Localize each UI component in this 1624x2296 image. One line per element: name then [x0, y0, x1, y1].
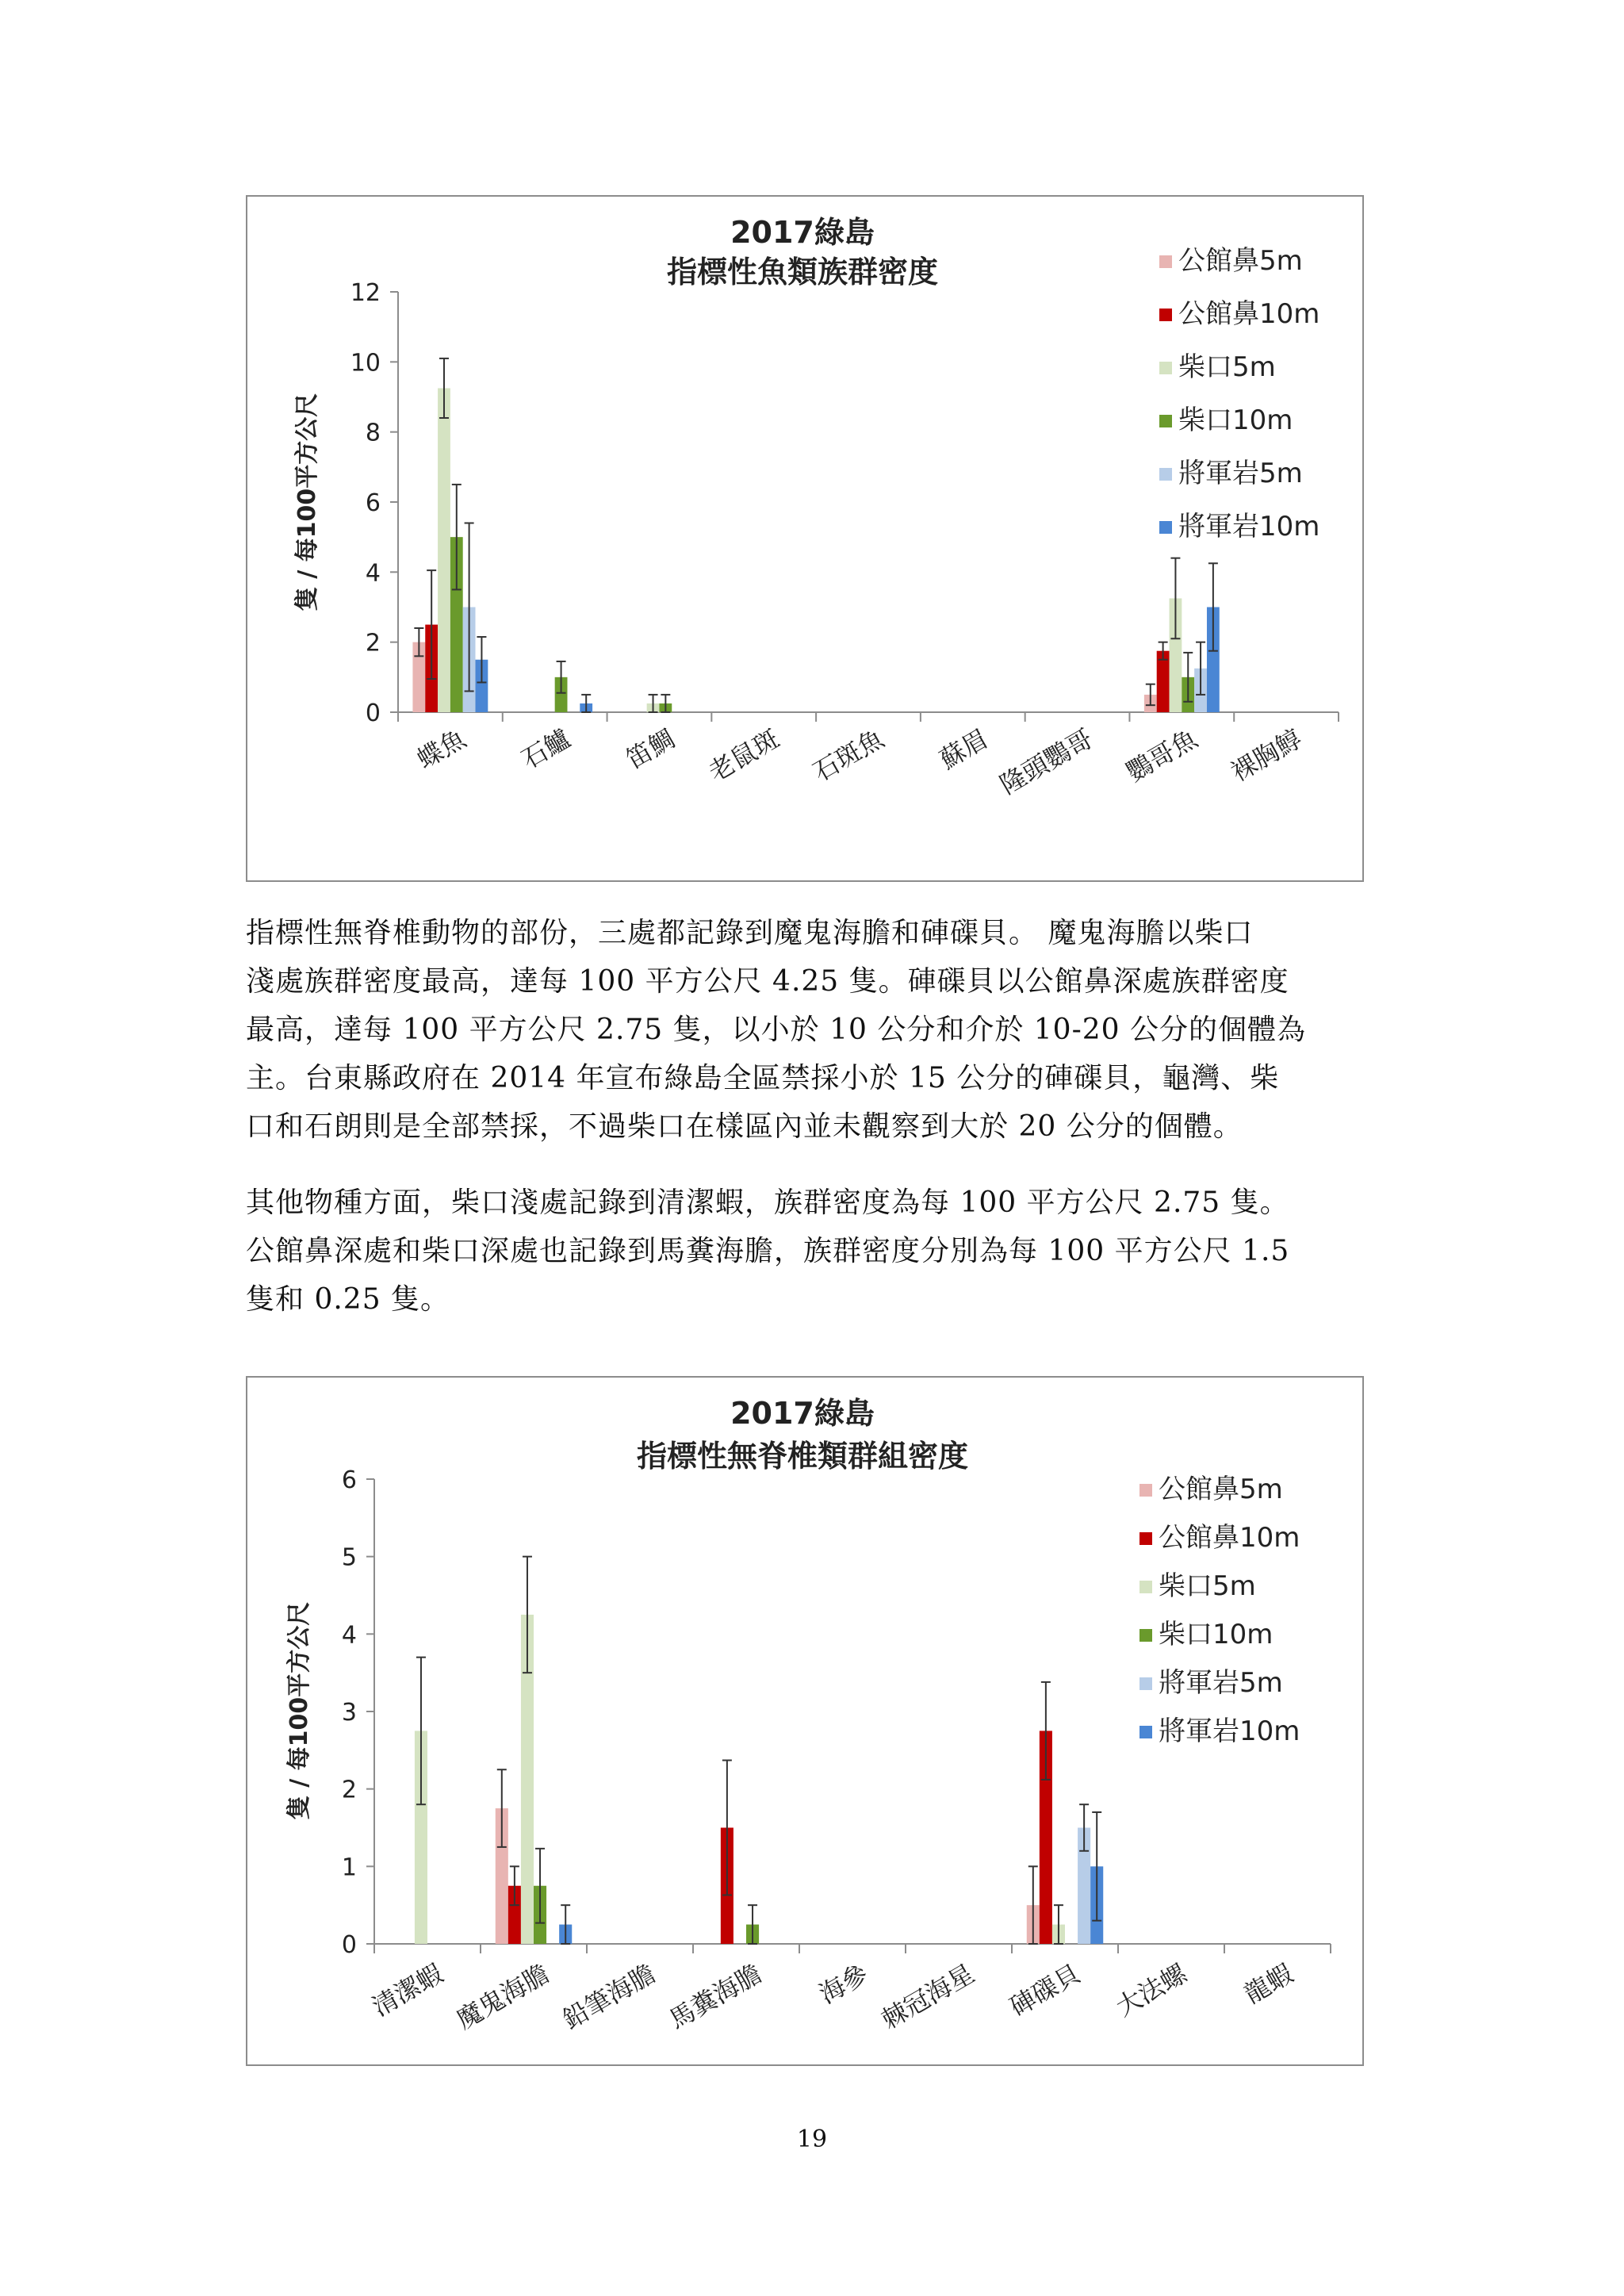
paragraph-line: 隻和 0.25 隻。 [246, 1283, 450, 1316]
invertebrate-density-chart-svg [247, 1378, 1362, 2064]
x-category-label: 老鼠斑 [703, 723, 785, 788]
y-axis-label: 隻 / 每100平方公尺 [285, 1601, 313, 1820]
bar [438, 388, 450, 712]
y-tick-label: 2 [365, 629, 381, 657]
fish-density-chart-svg [247, 197, 1362, 880]
legend-label: 柴口5m [1159, 1570, 1256, 1602]
y-tick-label: 12 [350, 279, 381, 307]
legend-label: 將軍岩10m [1159, 1715, 1300, 1747]
x-category-label: 鸚哥魚 [1121, 723, 1203, 788]
chart-subtitle: 指標性魚類族群密度 [666, 255, 939, 289]
legend-swatch [1139, 1484, 1152, 1497]
paragraph-line: 指標性無脊椎動物的部份，三處都記錄到魔鬼海膽和硨磲貝。 魔鬼海膽以柴口 [246, 917, 1254, 949]
x-category-label: 清潔蝦 [366, 1958, 448, 2022]
legend-label: 將軍岩5m [1159, 1667, 1283, 1699]
legend-swatch [1159, 415, 1172, 427]
x-category-label: 隆頭鸚哥 [994, 723, 1098, 800]
legend-swatch [1159, 521, 1172, 534]
fish-density-chart [246, 195, 1364, 882]
paragraph-line: 公館鼻深處和柴口深處也記錄到馬糞海膽，族群密度分別為每 100 平方公尺 1.5 [246, 1235, 1290, 1267]
legend-label: 公館鼻10m [1159, 1522, 1300, 1554]
y-tick-label: 10 [350, 349, 381, 378]
y-tick-label: 0 [341, 1931, 357, 1959]
paragraph-line: 主。台東縣政府在 2014 年宣布綠島全區禁採小於 15 公分的硨磲貝，龜灣、柴 [246, 1062, 1280, 1094]
x-category-label: 石斑魚 [807, 723, 889, 788]
x-category-label: 鉛筆海膽 [557, 1958, 661, 2035]
legend-swatch [1159, 255, 1172, 268]
legend-swatch [1159, 309, 1172, 321]
legend-label: 柴口10m [1159, 1619, 1274, 1650]
legend-label: 公館鼻5m [1178, 245, 1303, 277]
legend-swatch [1139, 1581, 1152, 1593]
legend-label: 將軍岩10m [1178, 511, 1320, 542]
legend-label: 公館鼻10m [1178, 298, 1320, 330]
legend-swatch [1159, 468, 1172, 481]
paragraph-line: 其他物種方面，柴口淺處記錄到清潔蝦，族群密度為每 100 平方公尺 2.75 隻。 [246, 1186, 1289, 1219]
legend-label: 柴口10m [1178, 404, 1293, 436]
x-category-label: 龍蝦 [1239, 1958, 1298, 2010]
y-tick-label: 5 [341, 1543, 357, 1572]
x-category-label: 蝶魚 [412, 723, 471, 775]
x-category-label: 石鱸 [516, 723, 576, 775]
page-number: 19 [796, 2125, 828, 2153]
legend-label: 將軍岩5m [1178, 458, 1303, 489]
y-tick-label: 3 [341, 1699, 357, 1727]
x-category-label: 硨磲貝 [1004, 1958, 1086, 2022]
y-tick-label: 2 [341, 1776, 357, 1804]
x-category-label: 大法螺 [1110, 1958, 1192, 2022]
y-tick-label: 0 [365, 700, 381, 727]
invertebrate-density-chart [246, 1376, 1364, 2066]
legend-swatch [1139, 1677, 1152, 1690]
y-axis-label: 隻 / 每100平方公尺 [293, 393, 321, 611]
chart-title: 2017綠島 [730, 1396, 875, 1431]
chart-subtitle: 指標性無脊椎類群組密度 [636, 1439, 969, 1474]
paragraph-line: 淺處族群密度最高，達每 100 平方公尺 4.25 隻。硨磲貝以公館鼻深處族群密度 [246, 965, 1289, 998]
legend-swatch [1139, 1629, 1152, 1642]
y-tick-label: 8 [365, 419, 381, 447]
x-category-label: 蘇眉 [934, 723, 994, 775]
paragraph-invertebrates [246, 909, 1380, 1151]
x-category-label: 裸胸鯙 [1225, 723, 1308, 788]
y-tick-label: 1 [341, 1853, 357, 1882]
chart-title: 2017綠島 [730, 215, 875, 250]
legend-label: 公館鼻5m [1159, 1474, 1283, 1505]
paragraph-other-species [246, 1179, 1380, 1324]
y-tick-label: 4 [365, 559, 381, 588]
x-category-label: 馬糞海膽 [664, 1958, 767, 2035]
x-category-label: 海參 [814, 1958, 873, 2010]
y-tick-label: 4 [341, 1621, 357, 1650]
x-category-label: 笛鯛 [621, 723, 680, 775]
legend-swatch [1139, 1532, 1152, 1545]
paragraph-line: 最高，達每 100 平方公尺 2.75 隻，以小於 10 公分和介於 10-20 公分的個體為 [246, 1014, 1307, 1046]
x-category-label: 魔鬼海膽 [451, 1958, 554, 2035]
legend-swatch [1139, 1726, 1152, 1738]
y-tick-label: 6 [341, 1466, 357, 1494]
legend-swatch [1159, 362, 1172, 374]
legend-label: 柴口5m [1178, 351, 1276, 383]
x-category-label: 棘冠海星 [876, 1958, 979, 2035]
y-tick-label: 6 [365, 489, 381, 517]
paragraph-line: 口和石朗則是全部禁採，不過柴口在樣區內並未觀察到大於 20 公分的個體。 [246, 1110, 1243, 1143]
